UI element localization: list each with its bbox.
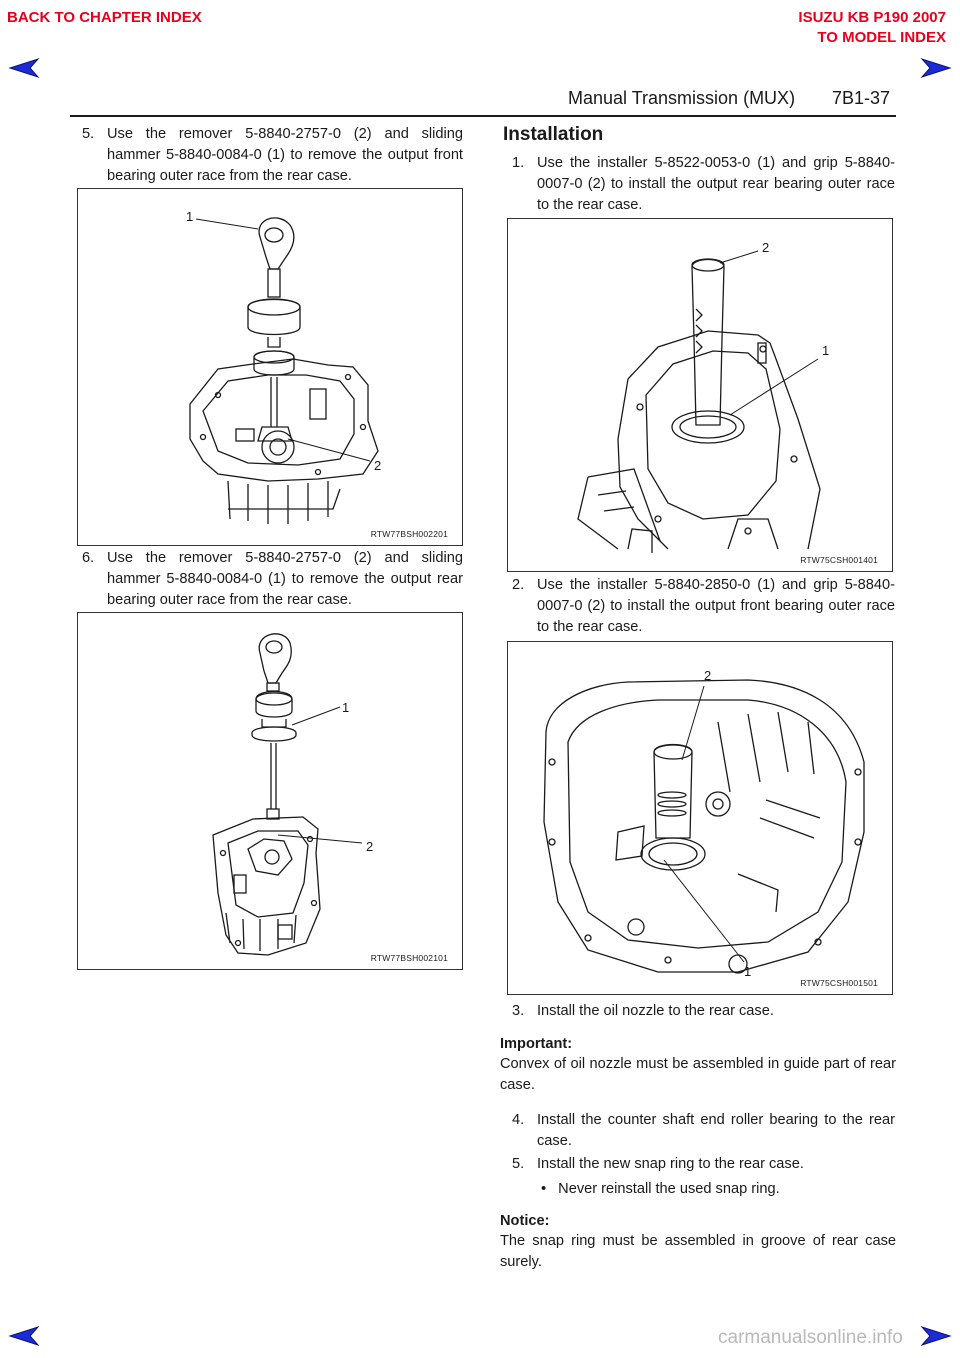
important-label: Important:	[500, 1036, 573, 1052]
bullet-mark: •	[541, 1181, 547, 1197]
arrow-left-icon[interactable]	[8, 1324, 40, 1348]
callout-2: 2	[704, 668, 712, 683]
page-header-title: Manual Transmission (MUX)	[568, 88, 796, 108]
step-number: 5.	[82, 126, 95, 142]
step-text: Use the installer 5-8840-2850-0 (1) and grip 5-8840-0007-0 (2) to install the output front bearing outer race to the rear case.	[537, 577, 895, 635]
step-number: 5.	[512, 1156, 525, 1172]
step-text: Use the remover 5-8840-2757-0 (2) and sliding hammer 5-8840-0084-0 (1) to remove the output rear bearing outer race from the rear case.	[107, 550, 463, 608]
step-text: Install the oil nozzle to the rear case.	[537, 1003, 774, 1019]
figure-caption: RTW77BSH002101	[370, 953, 448, 963]
right-step-4	[512, 1110, 895, 1152]
step-text: Use the remover 5-8840-2757-0 (2) and sliding hammer 5-8840-0084-0 (1) to remove the output front bearing outer race from the rear case.	[107, 126, 463, 184]
figure-illustration	[508, 219, 892, 571]
step-number: 2.	[512, 577, 525, 593]
arrow-right-icon[interactable]	[920, 56, 952, 80]
left-step-6	[82, 548, 463, 611]
figure-illustration	[78, 189, 462, 545]
figure-caption: RTW77BSH002201	[370, 529, 448, 539]
step-number: 3.	[512, 1003, 525, 1019]
arrow-right-icon[interactable]	[920, 1324, 952, 1348]
footer-watermark: carmanualsonline.info	[718, 1327, 903, 1348]
notice-text: The snap ring must be assembled in groove of rear case surely.	[500, 1233, 896, 1270]
right-step-3	[512, 1001, 895, 1022]
notice-label: Notice:	[500, 1213, 550, 1229]
section-title-installation: Installation	[503, 124, 604, 145]
callout-1: 1	[822, 343, 830, 358]
step-text: Install the counter shaft end roller bearing to the rear case.	[537, 1112, 895, 1149]
right-step-5	[512, 1154, 895, 1175]
callout-1: 1	[186, 209, 194, 224]
model-name-link[interactable]: ISUZU KB P190 2007	[798, 9, 946, 26]
back-to-chapter-index-link[interactable]: BACK TO CHAPTER INDEX	[7, 9, 202, 26]
bullet-text: Never reinstall the used snap ring.	[558, 1181, 780, 1197]
bullet-item	[541, 1179, 780, 1200]
header-rule	[70, 115, 896, 117]
arrow-left-icon[interactable]	[8, 56, 40, 80]
right-step-1	[512, 153, 895, 216]
left-step-5	[82, 124, 463, 187]
callout-1: 1	[744, 964, 752, 979]
step-number: 6.	[82, 550, 95, 566]
step-text: Install the new snap ring to the rear case.	[537, 1156, 804, 1172]
figure-illustration	[508, 642, 892, 994]
figure-caption: RTW75CSH001501	[800, 978, 878, 988]
figure-caption: RTW75CSH001401	[800, 555, 878, 565]
step-text: Use the installer 5-8522-0053-0 (1) and grip 5-8840-0007-0 (2) to install the output rear bearing outer race to the rear case.	[537, 155, 895, 213]
page-number: 7B1-37	[832, 88, 891, 108]
callout-1: 1	[342, 700, 350, 715]
figure-install-rear-race	[507, 218, 893, 572]
callout-2: 2	[366, 839, 374, 854]
step-number: 4.	[512, 1112, 525, 1128]
right-step-2	[512, 575, 895, 638]
callout-2: 2	[762, 240, 770, 255]
step-number: 1.	[512, 155, 525, 171]
figure-install-front-race	[507, 641, 893, 995]
to-model-index-link[interactable]: TO MODEL INDEX	[817, 29, 946, 46]
important-text: Convex of oil nozzle must be assembled in guide part of rear case.	[500, 1056, 896, 1093]
figure-illustration	[78, 613, 462, 969]
figure-remove-rear-race	[77, 612, 463, 970]
figure-remove-front-race	[77, 188, 463, 546]
callout-2: 2	[374, 458, 382, 473]
